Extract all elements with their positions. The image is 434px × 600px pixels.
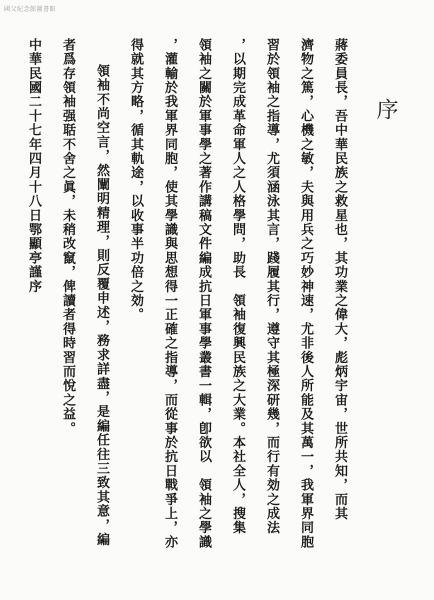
text-column-6: ，灌輸於我軍界同胞，使其學識與思想得一正確之指導，而從事於抗日戰爭上，亦: [162, 38, 177, 550]
text-column-3: 習於領袖之指導，尤須涵泳其言，踐履其行，遵守其極深研幾，而行有効之成法: [264, 38, 279, 535]
text-column-4: ，以期完成革命軍人之人格學問，助長 領袖復興民族之大業。本社全人，搜集: [230, 38, 245, 535]
text-column-5: 領袖之關於軍事學之著作講稿文件編成抗日軍事學叢書一輯，卽欲以 領袖之學識: [196, 38, 211, 550]
text-column-9: 者爲存領袖强聒不舍之眞，未稍改竄，俾讀者得時習而悅之益。: [60, 38, 75, 436]
text-column-8: 領袖不尚空言，然闡明精理，則反覆申述，務求詳盡，是編任往三致其意，編: [94, 64, 109, 547]
signature-date-line: 中華民國二十七年四月十八日鄂顯亭謹序: [26, 38, 41, 294]
text-column-7: 得就其方略，循其軌途，以收事半功倍之効。: [128, 38, 143, 322]
page-title: 序: [373, 98, 398, 120]
text-column-2: 濟物之篤，心機之敏，夫與用兵之巧妙神速，尤非後人所能及其萬一，我軍界同胞: [298, 38, 313, 550]
library-stamp: 國父紀念館圖書館: [4, 6, 57, 13]
text-column-1: 蔣委員長，吾中華民族之救星也，其功業之偉大，彪炳宇宙，世所共知，而其: [332, 38, 347, 521]
vertical-text-block: [12, 38, 396, 578]
